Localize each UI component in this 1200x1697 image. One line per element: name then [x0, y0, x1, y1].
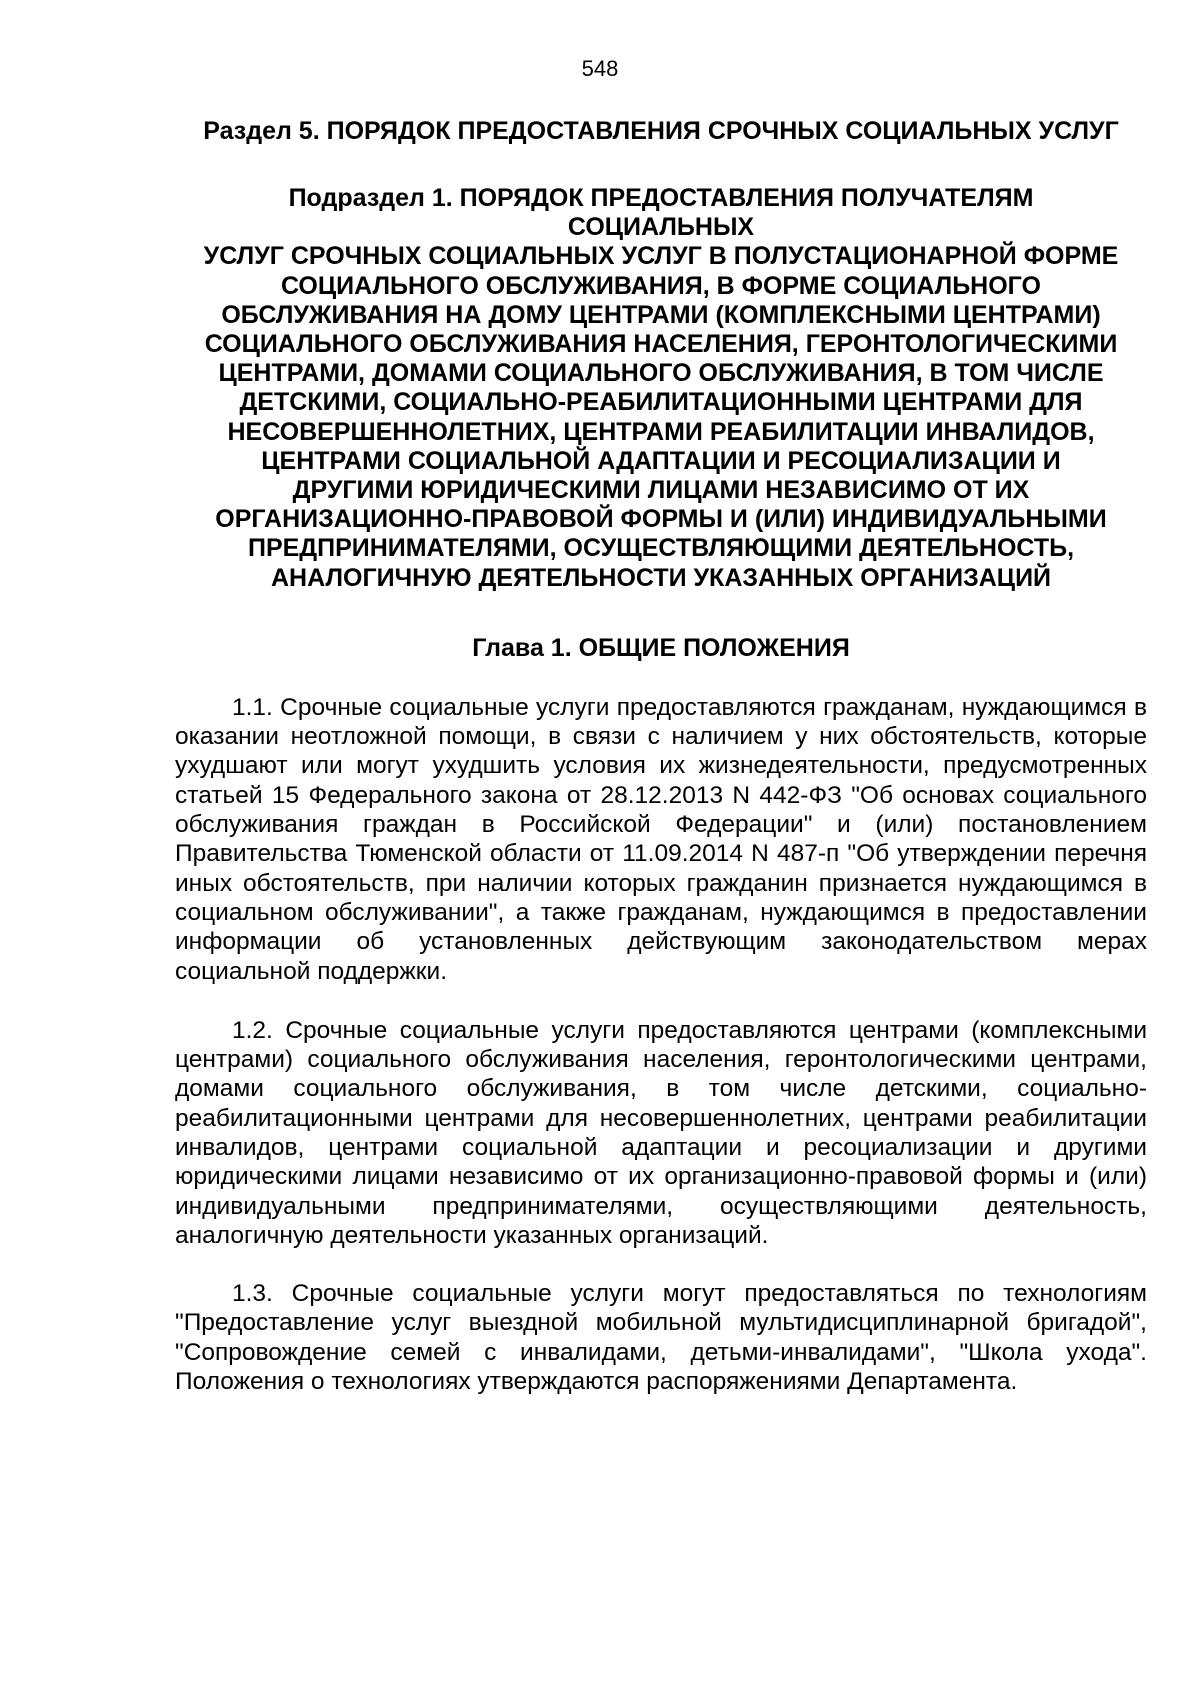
page-number: 548	[581, 56, 619, 81]
subsection-title-line: ОРГАНИЗАЦИОННО-ПРАВОВОЙ ФОРМЫ И (ИЛИ) ИНДИВИДУАЛЬНЫМИ	[215, 505, 1107, 534]
subsection-title-line: ЦЕНТРАМИ, ДОМАМИ СОЦИАЛЬНОГО ОБСЛУЖИВАНИЯ, В ТОМ ЧИСЛЕ	[218, 359, 1104, 388]
chapter-title: Глава 1. ОБЩИЕ ПОЛОЖЕНИЯ	[472, 633, 850, 662]
subsection-title-line: ПРЕДПРИНИМАТЕЛЯМИ, ОСУЩЕСТВЛЯЮЩИМИ ДЕЯТЕЛЬНОСТЬ,	[247, 534, 1075, 563]
subsection-title-line: АНАЛОГИЧНУЮ ДЕЯТЕЛЬНОСТИ УКАЗАННЫХ ОРГАНИЗАЦИЙ	[270, 563, 1052, 592]
subsection-title-line: СОЦИАЛЬНОГО ОБСЛУЖИВАНИЯ, В ФОРМЕ СОЦИАЛЬНОГО	[281, 271, 1041, 300]
subsection-title-line: ОБСЛУЖИВАНИЯ НА ДОМУ ЦЕНТРАМИ (КОМПЛЕКСНЫМИ ЦЕНТРАМИ)	[221, 300, 1101, 329]
subsection-title-line: НЕСОВЕРШЕННОЛЕТНИХ, ЦЕНТРАМИ РЕАБИЛИТАЦИИ ИНВАЛИДОВ,	[227, 417, 1095, 446]
subsection-title-line: СОЦИАЛЬНЫХ	[567, 213, 755, 242]
paragraph-1-3: 1.3. Срочные социальные услуги могут предоставляться по технологиям "Предоставление услуг выездной мобильной мультидисциплинарной бригадой", "Сопровождение семей с инвалидами, детьми-инвалидами", "Школа ухода". Положения о технологиях утверждаются распоряжениями Департамента.	[175, 1280, 1147, 1396]
subsection-title-line: СОЦИАЛЬНОГО ОБСЛУЖИВАНИЯ НАСЕЛЕНИЯ, ГЕРОНТОЛОГИЧЕСКИМИ	[204, 330, 1118, 359]
subsection-title-line: ДРУГИМИ ЮРИДИЧЕСКИМИ ЛИЦАМИ НЕЗАВИСИМО ОТ ИХ	[292, 476, 1030, 505]
subsection-title	[175, 184, 1147, 593]
section-title: Раздел 5. ПОРЯДОК ПРЕДОСТАВЛЕНИЯ СРОЧНЫХ СОЦИАЛЬНЫХ УСЛУГ	[203, 117, 1119, 145]
paragraph-1-1: 1.1. Срочные социальные услуги предоставляются гражданам, нуждающимся в оказании неотложной помощи, в связи с наличием у них обстоятельств, которые ухудшают или могут ухудшить условия их жизнедеятельности, предусмотренных статьей 15 Федерального закона от 28.12.2013 N 442-ФЗ "Об основах социального обслуживания граждан в Российской Федерации" и (или) постановлением Правительства Тюменской области от 11.09.2014 N 487-п "Об утверждении перечня иных обстоятельств, при наличии которых гражданин признается нуждающимся в социальном обслуживании", а также гражданам, нуждающимся в предоставлении информации об установленных действующим законодательством мерах социальной поддержки.	[175, 693, 1147, 985]
subsection-title-line: Подраздел 1. ПОРЯДОК ПРЕДОСТАВЛЕНИЯ ПОЛУЧАТЕЛЯМ	[288, 184, 1034, 212]
paragraph-1-2: 1.2. Срочные социальные услуги предоставляются центрами (комплексными центрами) социального обслуживания населения, геронтологическими центрами, домами социального обслуживания, в том числе детскими, социально-реабилитационными центрами для несовершеннолетних, центрами реабилитации инвалидов, центрами социальной адаптации и ресоциализации и другими юридическими лицами независимо от их организационно-правовой формы и (или) индивидуальными предпринимателями, осуществляющими деятельность, аналогичную деятельности указанных организаций.	[175, 1016, 1147, 1249]
subsection-title-line: УСЛУГ СРОЧНЫХ СОЦИАЛЬНЫХ УСЛУГ В ПОЛУСТАЦИОНАРНОЙ ФОРМЕ	[203, 242, 1119, 271]
document-content	[175, 116, 1147, 1396]
subsection-title-line: ЦЕНТРАМИ СОЦИАЛЬНОЙ АДАПТАЦИИ И РЕСОЦИАЛИЗАЦИИ И	[261, 446, 1061, 475]
subsection-title-line: ДЕТСКИМИ, СОЦИАЛЬНО-РЕАБИЛИТАЦИОННЫМИ ЦЕНТРАМИ ДЛЯ	[239, 388, 1083, 417]
